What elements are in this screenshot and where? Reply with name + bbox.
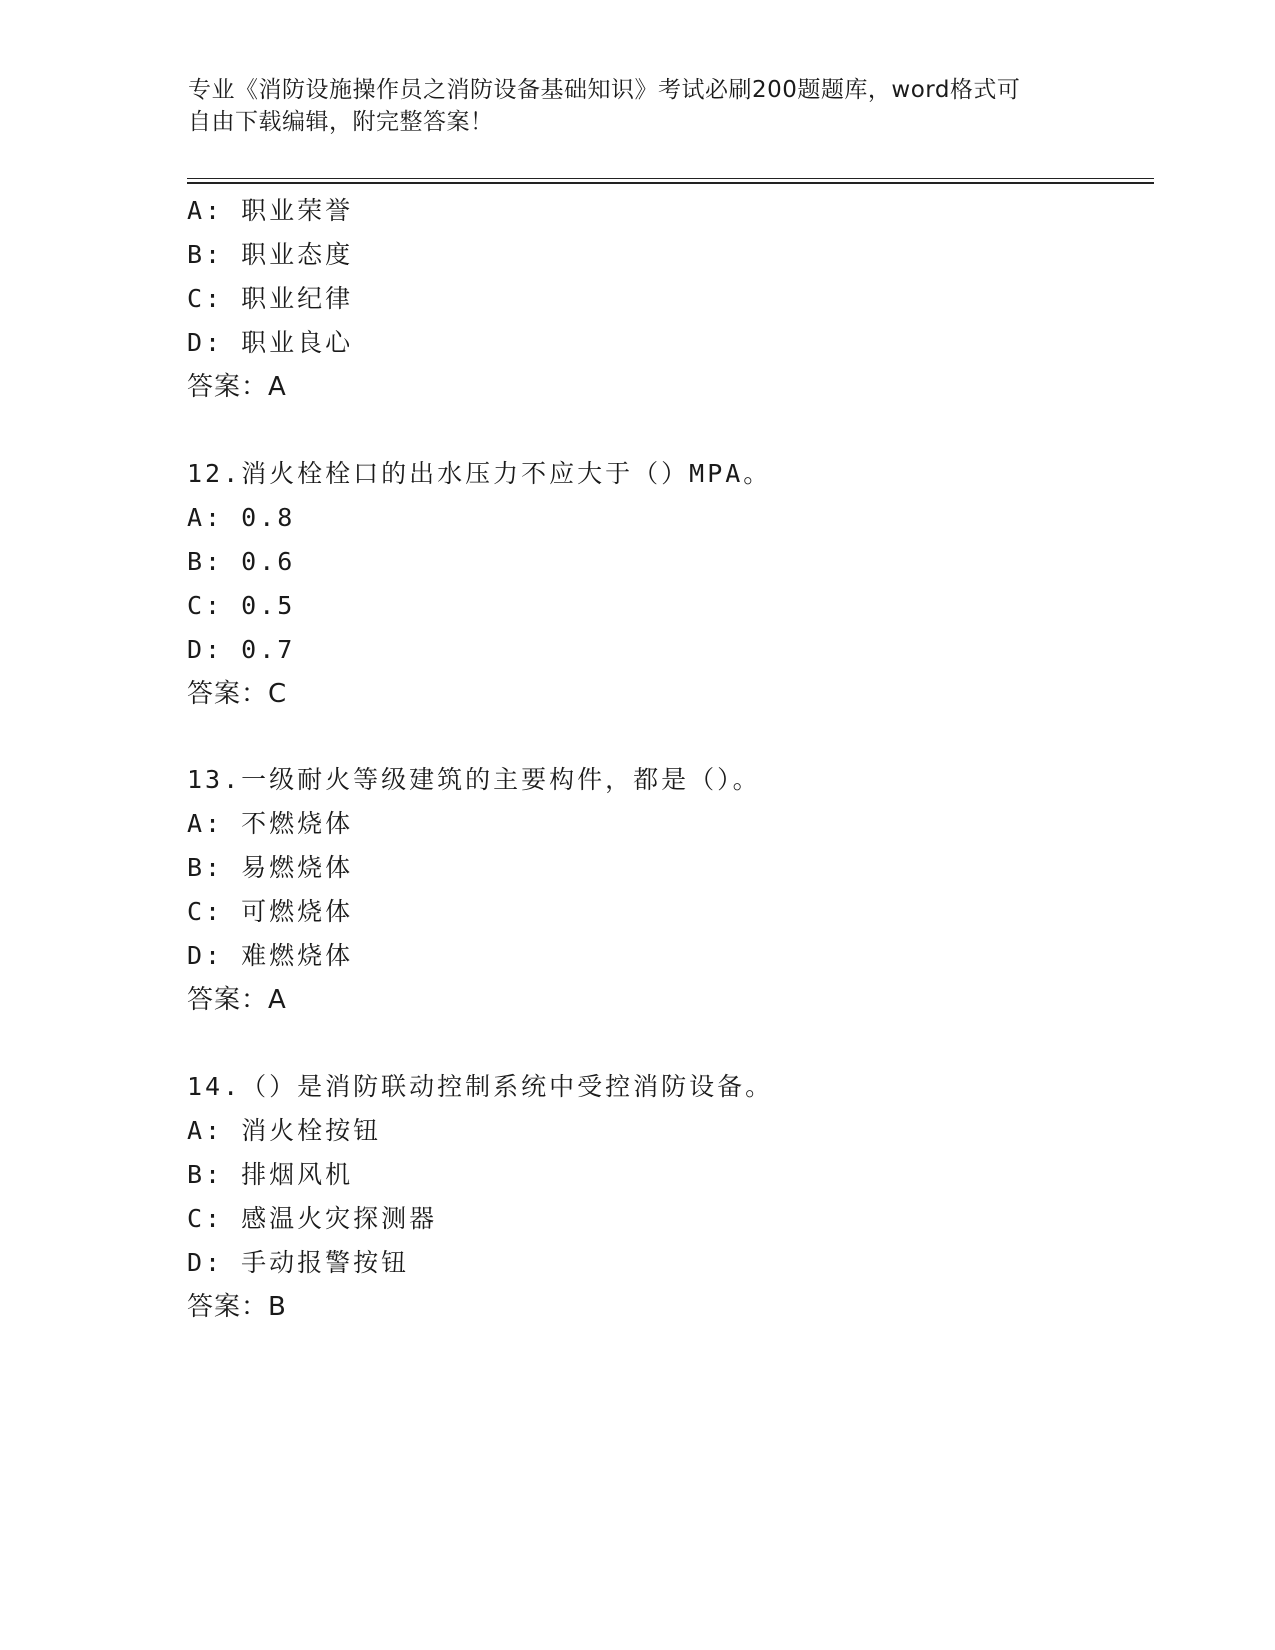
- header-divider-thick: [187, 182, 1154, 184]
- header-line-2: 自由下载编辑，附完整答案！: [188, 109, 494, 135]
- option-b: B: 易燃烧体: [187, 853, 354, 882]
- answer-label: 答案：A: [187, 372, 287, 402]
- answer-label: 答案：A: [187, 985, 287, 1015]
- option-b: B: 职业态度: [187, 240, 354, 269]
- option-d: D: 职业良心: [187, 328, 354, 357]
- option-c: C: 可燃烧体: [187, 897, 354, 926]
- question-text: 13.一级耐火等级建筑的主要构件，都是（）。: [187, 765, 761, 794]
- option-c: C: 0.5: [187, 591, 296, 620]
- header-line-1: 专业《消防设施操作员之消防设备基础知识》考试必刷200题题库，word格式可: [188, 77, 1021, 103]
- option-a: A: 消火栓按钮: [187, 1116, 382, 1145]
- question-text: 12.消火栓栓口的出水压力不应大于（）MPA。: [187, 459, 772, 488]
- option-d: D: 手动报警按钮: [187, 1248, 410, 1277]
- option-c: C: 职业纪律: [187, 284, 354, 313]
- answer-label: 答案：C: [187, 679, 288, 709]
- option-b: B: 排烟风机: [187, 1160, 354, 1189]
- option-a: A: 职业荣誉: [187, 196, 354, 225]
- document-header: [188, 74, 1068, 138]
- option-c: C: 感温火灾探测器: [187, 1204, 438, 1233]
- header-divider-thin: [187, 178, 1154, 179]
- answer-label: 答案：B: [187, 1292, 287, 1322]
- option-d: D: 难燃烧体: [187, 941, 354, 970]
- option-a: A: 0.8: [187, 503, 296, 532]
- option-d: D: 0.7: [187, 635, 296, 664]
- option-a: A: 不燃烧体: [187, 809, 354, 838]
- question-text: 14.（）是消防联动控制系统中受控消防设备。: [187, 1072, 774, 1101]
- option-b: B: 0.6: [187, 547, 296, 576]
